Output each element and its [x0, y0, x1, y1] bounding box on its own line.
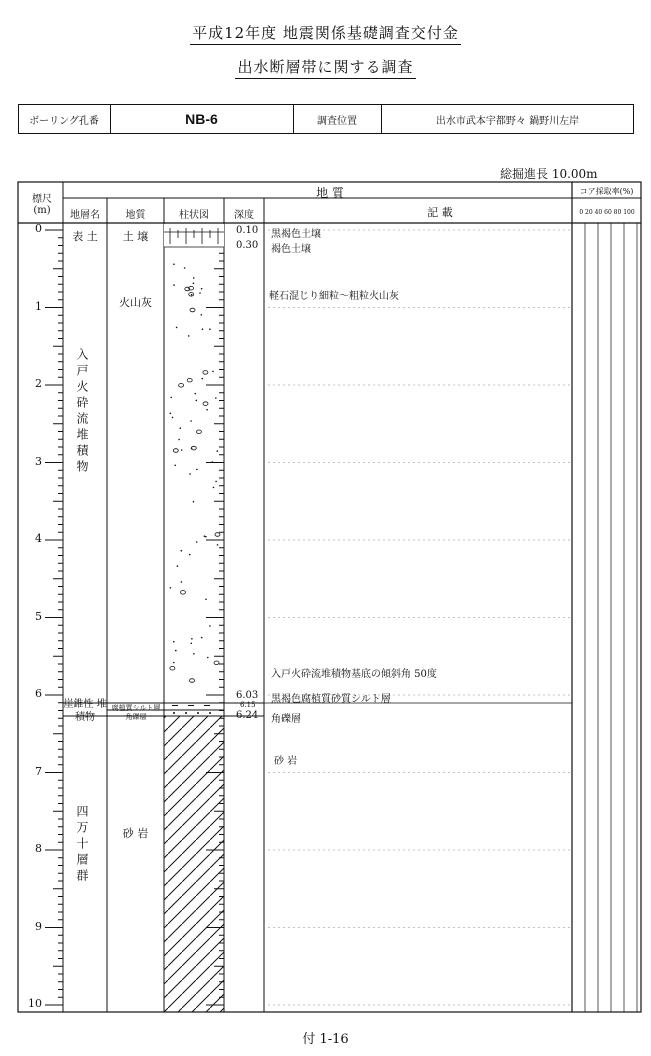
ash-dot	[206, 409, 208, 411]
scale-label: 3	[35, 454, 42, 468]
pumice-grain	[181, 591, 186, 595]
ash-dot	[173, 641, 175, 643]
page-footer: 付 1-16	[302, 1032, 349, 1047]
sandstone-hatch	[164, 716, 224, 1012]
ash-dot	[201, 314, 203, 316]
ash-dot	[172, 417, 174, 419]
ash-dot	[189, 554, 191, 556]
description-header: 記 載	[427, 206, 453, 219]
scale-label: 4	[35, 532, 42, 545]
ash-dot	[205, 536, 207, 538]
formation-ito-pyroclastic: 入戸火砕流堆積物	[75, 348, 89, 476]
description-text: 軽石混じり細粒～粗粒火山灰	[269, 291, 399, 302]
ash-dot	[170, 397, 172, 399]
ash-dot	[181, 581, 183, 583]
ash-dot	[191, 638, 193, 640]
description-text: 入戸火砕流堆積物基底の傾斜角 50度	[271, 669, 437, 680]
ash-dot	[196, 400, 198, 402]
ash-dot	[213, 487, 215, 489]
core-recovery-ticks: 0 20 40 60 80 100	[579, 209, 635, 216]
scale-label: 8	[35, 842, 42, 855]
ash-dot	[209, 328, 211, 330]
ash-dot	[215, 397, 217, 399]
scale-label: 9	[35, 919, 42, 933]
formation-talus-label: 崖錐性 堆積物	[63, 699, 107, 723]
lithology-breccia: 角礫層	[125, 713, 147, 721]
ash-dot	[177, 565, 179, 567]
ash-dot	[190, 420, 192, 422]
scale-label: 1	[35, 299, 42, 313]
ash-dot	[191, 294, 193, 296]
lithology-volcanic-ash: 火山灰	[119, 296, 152, 309]
scale-header: 標尺	[32, 194, 52, 205]
lithology-soil: 土 壌	[122, 230, 149, 243]
description-text: 角礫層	[271, 714, 301, 725]
pumice-grain	[170, 666, 175, 670]
ash-dot	[180, 427, 182, 429]
ash-dot	[193, 282, 195, 284]
ash-dot	[173, 284, 175, 286]
ash-dot	[196, 469, 198, 471]
formation-header: 地層名	[70, 210, 100, 221]
ash-dot	[181, 449, 183, 451]
scale-label: 7	[35, 764, 42, 778]
document-title: 平成12年度 地震関係基礎調査交付金	[0, 22, 651, 43]
description-text: 褐色土壌	[271, 244, 311, 255]
ash-dot	[212, 371, 214, 373]
scale-label: 5	[35, 609, 42, 623]
ash-dot	[170, 587, 172, 589]
ash-dot	[201, 378, 203, 380]
ash-dot	[204, 535, 206, 537]
document-subtitle: 出水断層帯に関する調査	[0, 56, 651, 77]
pumice-grain	[214, 661, 219, 665]
scale-unit: (m)	[33, 205, 51, 216]
lithology-sandstone: 砂 岩	[122, 827, 149, 840]
ash-dot	[196, 541, 198, 543]
ash-dot	[193, 277, 195, 279]
scale-label: 6	[35, 687, 42, 700]
ash-dot	[191, 643, 193, 645]
ash-dot	[189, 473, 191, 475]
pumice-grain	[190, 308, 195, 312]
ash-dot	[207, 657, 209, 659]
core-recovery-header: コア採取率(%)	[579, 187, 634, 196]
ash-dot	[201, 637, 203, 639]
ash-dot	[188, 335, 190, 337]
description-text: 黒褐色土壌	[271, 229, 321, 240]
lithology-header: 地質	[125, 210, 146, 221]
scale-label: 0	[35, 222, 42, 235]
pumice-grain	[203, 371, 208, 375]
formation-topsoil: 表 土	[72, 230, 98, 243]
ash-dot	[173, 662, 175, 664]
description-text: 黒褐色腐植質砂質シルト層	[271, 694, 391, 705]
lithology-humic-silt: 腐植質シルト層	[111, 704, 161, 712]
pumice-grain	[196, 430, 201, 434]
ash-dot	[215, 481, 217, 483]
depth-value: 6.15	[240, 701, 256, 709]
ash-dot	[175, 650, 177, 652]
pumice-grain	[173, 449, 178, 453]
depth-value: 0.10	[236, 225, 259, 236]
pumice-grain	[215, 533, 220, 537]
pumice-grain	[187, 378, 192, 382]
scale-label: 10	[28, 997, 42, 1010]
pumice-grain	[179, 384, 184, 388]
ash-dot	[178, 439, 180, 441]
ash-dot	[173, 263, 175, 265]
ash-dot	[209, 625, 211, 627]
depth-value: 6.03	[236, 690, 259, 701]
ash-dot	[201, 288, 203, 290]
ash-dot	[181, 550, 183, 552]
depth-value: 0.30	[236, 240, 259, 251]
borehole-label: ボーリング孔番	[29, 115, 99, 127]
pumice-grain	[190, 679, 195, 683]
depth-header: 深度	[234, 210, 254, 221]
location-value: 出水市武本宇都野々 鍋野川左岸	[435, 115, 580, 127]
ash-dot	[217, 544, 219, 546]
ash-dot	[202, 328, 204, 330]
ash-dot	[212, 461, 214, 463]
total-length: 総掘進長 10.00m	[500, 167, 598, 181]
depth-value: 6.24	[236, 710, 259, 721]
ash-dot	[176, 327, 178, 329]
formation-talus	[63, 698, 107, 724]
location-label: 調査位置	[317, 115, 357, 127]
ash-dot	[195, 393, 197, 395]
ash-dot	[193, 653, 195, 655]
geology-header: 地 質	[316, 186, 344, 200]
ash-dot	[191, 448, 193, 450]
borehole-value: NB-6	[185, 111, 218, 127]
scale-label: 2	[35, 377, 42, 390]
ash-dot	[193, 501, 195, 503]
ash-dot	[199, 292, 201, 294]
column-header: 柱状図	[179, 210, 209, 221]
description-text: 砂 岩	[274, 756, 298, 767]
ash-dot	[217, 450, 219, 452]
ash-dot	[170, 413, 172, 415]
pumice-grain	[203, 402, 208, 406]
ash-dot	[174, 465, 176, 467]
ash-dot	[184, 267, 186, 269]
ash-dot	[205, 599, 207, 601]
formation-shimanto: 四万十層群	[75, 805, 89, 885]
